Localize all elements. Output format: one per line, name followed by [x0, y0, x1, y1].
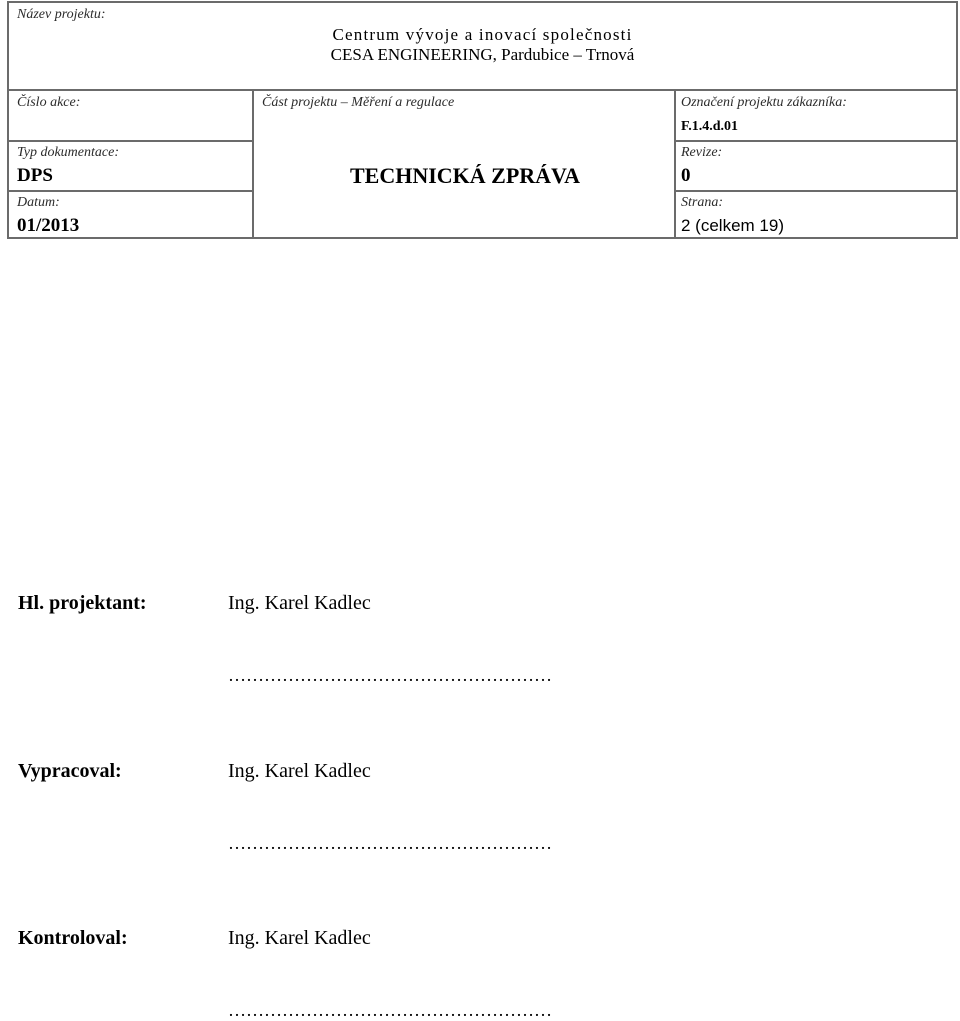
divider	[9, 89, 956, 91]
divider	[9, 190, 252, 192]
doc-type-label: Typ dokumentace:	[17, 145, 119, 160]
signature-line: ………………………………………………	[228, 833, 552, 853]
action-number-label: Číslo akce:	[17, 95, 81, 110]
project-name-line1: Centrum vývoje a inovací společnosti	[332, 25, 633, 44]
signature-name: Ing. Karel Kadlec	[228, 760, 371, 782]
customer-designation-label: Označení projektu zákazníka:	[681, 95, 847, 110]
title-block	[7, 1, 958, 239]
page-label: Strana:	[681, 195, 723, 210]
divider	[674, 190, 956, 192]
revision-value: 0	[681, 165, 691, 186]
signature-line: ………………………………………………	[228, 1000, 552, 1020]
divider	[9, 140, 252, 142]
page-value: 2 (celkem 19)	[681, 216, 784, 235]
signature-label: Kontroloval:	[18, 927, 128, 949]
date-label: Datum:	[17, 195, 60, 210]
project-name-line2: CESA ENGINEERING, Pardubice – Trnová	[330, 45, 635, 64]
signature-name: Ing. Karel Kadlec	[228, 592, 371, 614]
signature-label: Hl. projektant:	[18, 592, 147, 614]
project-part-label: Část projektu – Měření a regulace	[262, 95, 455, 110]
customer-designation-value: F.1.4.d.01	[681, 119, 739, 134]
revision-label: Revize:	[681, 145, 723, 160]
signature-name: Ing. Karel Kadlec	[228, 927, 371, 949]
doc-type-value: DPS	[17, 165, 53, 186]
project-name-label: Název projektu:	[17, 7, 106, 22]
divider	[674, 140, 956, 142]
date-value: 01/2013	[17, 215, 80, 236]
document-title: TECHNICKÁ ZPRÁVA	[349, 163, 580, 188]
signature-label: Vypracoval:	[18, 760, 122, 782]
signature-line: ………………………………………………	[228, 665, 552, 685]
